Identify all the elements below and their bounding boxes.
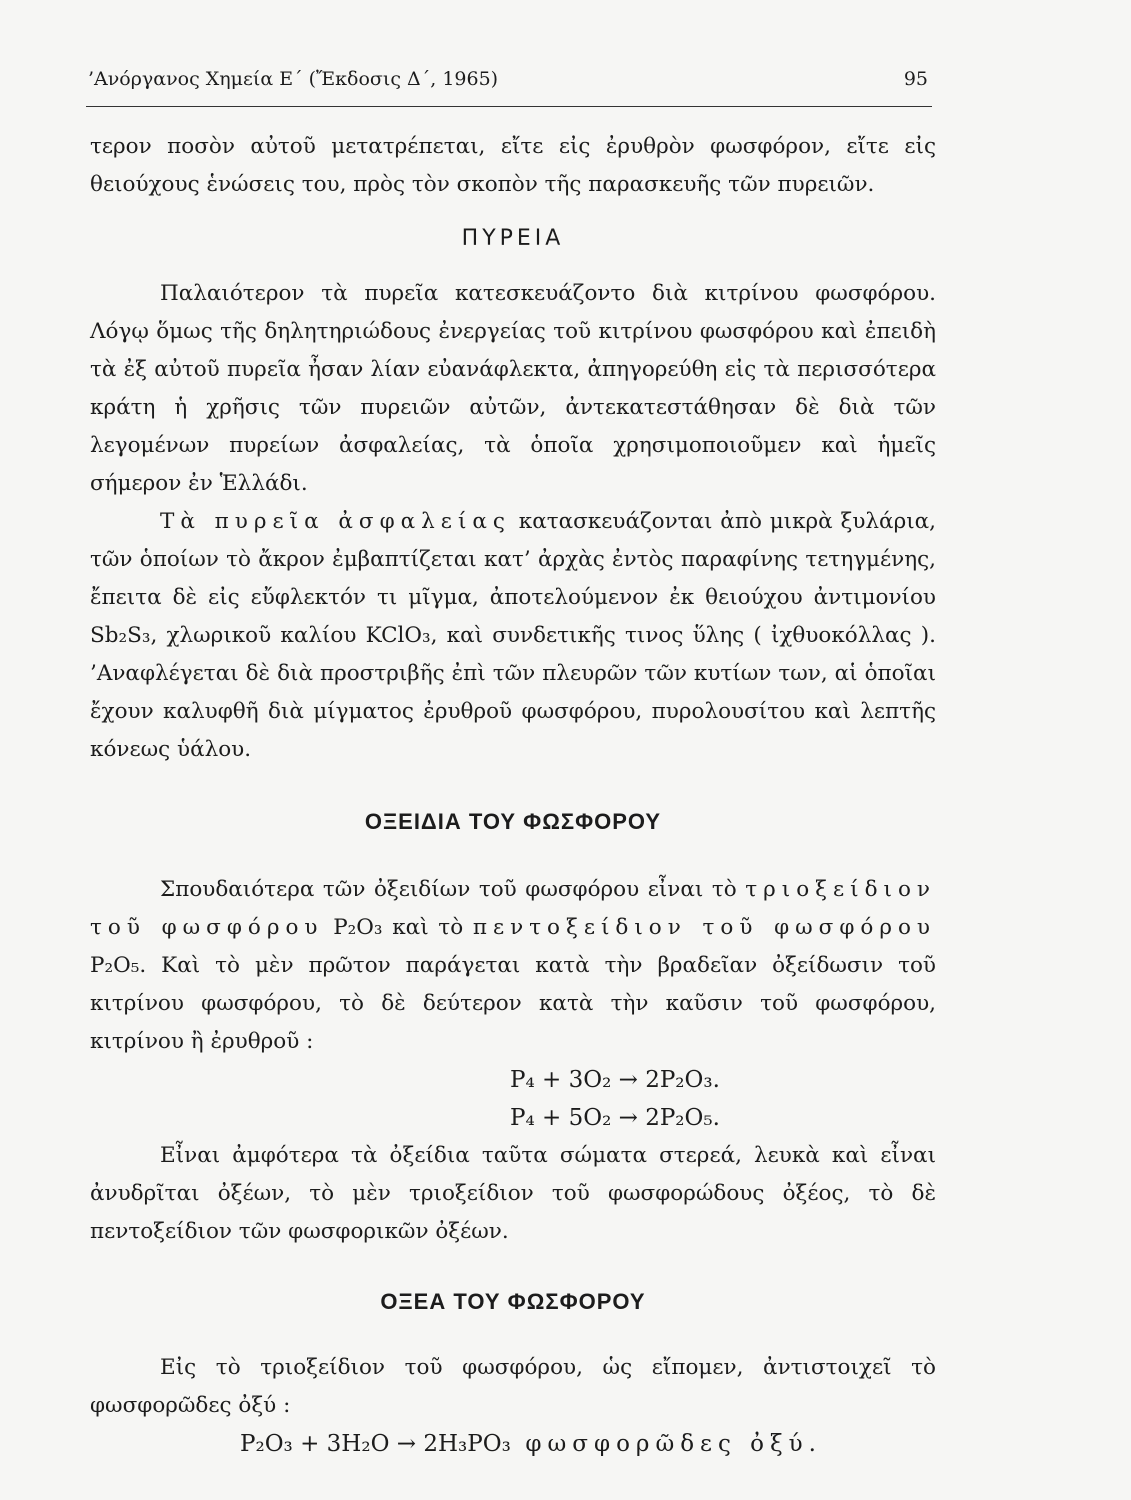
formula-p2o5: P₂O₅ — [90, 953, 140, 978]
equation-3 — [90, 1425, 936, 1463]
oxides-paragraph-1 — [90, 871, 936, 1061]
page-number: 95 — [903, 68, 928, 90]
running-title: ’Ανόργανος Χημεία Ε΄ (Ἔκδοσις Δ΄, 1965) — [88, 68, 499, 90]
pyreia-text-a: κατασκευάζονται ἀπὸ μικρὰ ξυλάρια, τῶν ὁποίων τὸ ἄκρον ἐμβαπτίζεται κατ’ ἀρχὰς ἐντὸς παραφίνης τετηγμένης, ἔπειτα δὲ εἰς εὔφλεκτόν τι μῖγμα, ἀποτελούμενον ἐκ θειούχου ἀντιμονίου — [90, 509, 936, 610]
section-heading-acids: ΟΞΕΑ ΤΟΥ ΦΩΣΦΟΡΟΥ — [380, 1289, 646, 1314]
header-rule — [86, 106, 932, 107]
equation-3-label: φωσφορῶδες ὀξύ. — [525, 1431, 822, 1457]
pyreia-text-c: , καὶ συνδετικῆς τινος ὕλης ( ἰχθυοκόλλας ). ’Αναφλέγεται δὲ διὰ προστριβῆς ἐπὶ τῶν πλευρῶν τῶν κυτίων των, αἱ ὁποῖαι ἔχουν καλυφθῆ διὰ μίγματος ἐρυθροῦ φωσφόρου, πυρολουσίτου καὶ λεπτῆς κόνεως ὑάλου. — [90, 623, 936, 762]
equation-1: P₄ + 3O₂ → 2P₂O₃. — [510, 1067, 720, 1093]
equation-2: P₄ + 5O₂ → 2P₂O₅. — [510, 1105, 720, 1131]
section-title-pyreia: ΠΥΡΕΙΑ — [461, 226, 565, 251]
section-heading-oxides: ΟΞΕΙΔΙΑ ΤΟΥ ΦΩΣΦΟΡΟΥ — [364, 809, 662, 834]
pyreia-text-b: , χλωρικοῦ καλίου — [150, 623, 357, 648]
page-body — [90, 128, 936, 1463]
acids-paragraph-1: Εἰς τὸ τριοξείδιον τοῦ φωσφόρου, ὡς εἴπομεν, ἀντιστοιχεῖ τὸ φωσφορῶδες ὀξύ : — [90, 1355, 936, 1418]
pyreia-paragraph-1: Παλαιότερον τὰ πυρεῖα κατεσκευάζοντο διὰ κιτρίνου φωσφόρου. Λόγῳ ὅμως τῆς δηλητηριώδους ἐνεργείας τοῦ κιτρίνου φωσφόρου καὶ ἐπειδὴ τὰ ἐξ αὐτοῦ πυρεῖα ἦσαν λίαν εὐανάφλεκτα, ἀπηγορεύθη εἰς τὰ περισσότερα κράτη ἡ χρῆσις τῶν πυρειῶν αὐτῶν, ἀντεκατεστάθησαν δὲ διὰ τῶν λεγομένων πυρείων ἀσφαλείας, τὰ ὁποῖα χρησιμοποιοῦμεν καὶ ἡμεῖς σήμερον ἐν Ἑλλάδι. — [90, 281, 936, 496]
term-trioxide: τριοξείδιον τοῦ φωσφόρου — [90, 877, 936, 940]
equation-3-formula: P₂O₃ + 3H₂O → 2H₃PO₃ — [240, 1431, 511, 1457]
intro-paragraph: τερον ποσὸν αὐτοῦ μετατρέπεται, εἴτε εἰς ἐρυθρὸν φωσφόρον, εἴτε εἰς θειούχους ἑνώσεις του, πρὸς τὸν σκοπὸν τῆς παρασκευῆς τῶν πυρειῶν. — [90, 134, 936, 197]
term-safety-matches: Τὰ πυρεῖα ἀσφαλείας — [160, 509, 511, 534]
oxides-text-b: καὶ τὸ — [392, 915, 464, 940]
oxides-text-a: Σπουδαιότερα τῶν ὀξειδίων τοῦ φωσφόρου εἶναι τὸ — [160, 877, 737, 902]
formula-p2o3: P₂O₃ — [333, 915, 383, 940]
term-pentoxide: πεντοξείδιον τοῦ φωσφόρου — [472, 915, 936, 940]
formula-sb2s3: Sb₂S₃ — [90, 623, 151, 648]
formula-kclo3: KClO₃ — [365, 623, 431, 648]
oxides-text-c: . Καὶ τὸ μὲν πρῶτον παράγεται κατὰ τὴν βραδεῖαν ὀξείδωσιν τοῦ κιτρίνου φωσφόρου, τὸ δὲ δεύτερον κατὰ τὴν καῦσιν τοῦ φωσφόρου, κιτρίνου ἢ ἐρυθροῦ : — [90, 953, 936, 1054]
page-header — [88, 68, 928, 90]
pyreia-paragraph-2 — [90, 503, 936, 769]
oxides-paragraph-2: Εἶναι ἀμφότερα τὰ ὀξείδια ταῦτα σώματα στερεά, λευκὰ καὶ εἶναι ἀνυδρῖται ὀξέων, τὸ μὲν τριοξείδιον τοῦ φωσφορώδους ὀξέος, τὸ δὲ πεντοξείδιον τῶν φωσφορικῶν ὀξέων. — [90, 1143, 936, 1244]
